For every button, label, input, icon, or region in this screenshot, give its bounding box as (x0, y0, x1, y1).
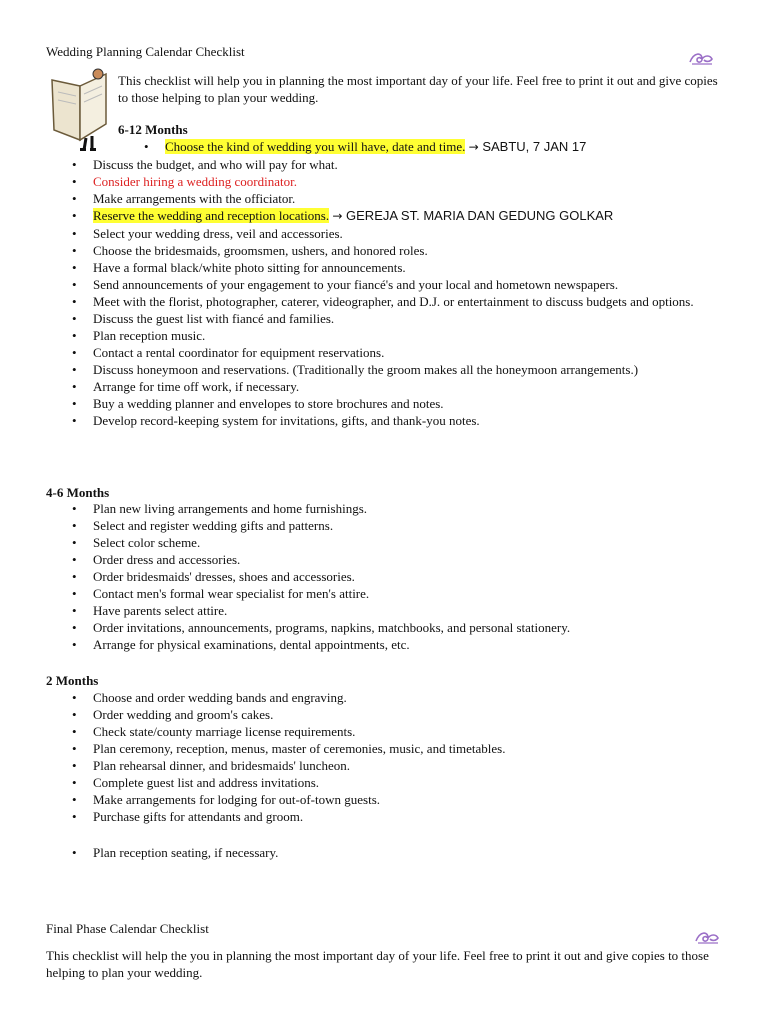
list-item: • Plan reception seating, if necessary. (46, 844, 726, 861)
arrow-right-icon: → (468, 140, 479, 154)
list-item (46, 259, 726, 276)
list-item-text: Meet with the florist, photographer, caterer, videographer, and D.J. or entertainment to discuss budgets and options. (93, 294, 694, 309)
section-2-extra-list (46, 844, 726, 861)
arrow-right-icon: → (332, 209, 343, 223)
list-item (46, 276, 726, 293)
list-item (46, 242, 726, 259)
list-item-text: Consider hiring a wedding coordinator. (93, 174, 297, 189)
list-item: • Order invitations, announcements, programs, napkins, matchbooks, and personal stationery. (46, 619, 726, 636)
list-item: • Arrange for physical examinations, dental appointments, etc. (46, 636, 726, 653)
section-heading-4-6-months: 4-6 Months (46, 485, 110, 500)
list-item-text: Discuss the budget, and who will pay for what. (93, 157, 338, 172)
final-phase-title: Final Phase Calendar Checklist (46, 921, 209, 936)
section-heading-6-12-months: 6-12 Months (118, 122, 188, 137)
final-phase-intro: This checklist will help the you in planning the most important day of your life. Feel free to print it out and give copies to those helping to plan your wedding. (46, 948, 709, 980)
list-item-text: Develop record-keeping system for invitations, gifts, and thank-you notes. (93, 413, 480, 428)
list-item-text: Choose the bridesmaids, groomsmen, ushers, and honored roles. (93, 243, 428, 258)
intro-paragraph: This checklist will help you in planning the most important day of your life. Feel free to print it out and give copies to those helping to plan your wedding. (118, 73, 718, 105)
list-item (46, 361, 726, 378)
list-item (46, 412, 726, 429)
list-item (46, 293, 726, 310)
list-item (46, 225, 726, 242)
list-item: • Order dress and accessories. (46, 551, 726, 568)
list-item-text: Make arrangements with the officiator. (93, 191, 296, 206)
section-4-6-list (46, 500, 726, 653)
list-item-text: Discuss the guest list with fiancé and families. (93, 311, 335, 326)
list-item (46, 310, 726, 327)
list-item (46, 395, 726, 412)
list-item-text: Buy a wedding planner and envelopes to store brochures and notes. (93, 396, 444, 411)
section-heading-2-months: 2 Months (46, 673, 99, 688)
list-item (46, 378, 726, 395)
list-item-text: Discuss honeymoon and reservations. (Traditionally the groom makes all the honeymoon arrangements.) (93, 362, 639, 377)
item-note: GEREJA ST. MARIA DAN GEDUNG GOLKAR (342, 208, 614, 223)
list-item-text: Plan reception music. (93, 328, 206, 343)
list-item (46, 190, 726, 207)
section-2-list (46, 689, 726, 825)
list-item (46, 173, 726, 190)
section-6-12-list (46, 156, 726, 429)
highlighted-item-text: Reserve the wedding and reception locations. (93, 208, 330, 223)
list-item (46, 344, 726, 361)
list-item: • Order bridesmaids' dresses, shoes and accessories. (46, 568, 726, 585)
list-item (118, 138, 718, 156)
list-item (46, 327, 726, 344)
item-note: SABTU, 7 JAN 17 (478, 139, 587, 154)
list-item-text: Send announcements of your engagement to your fiancé's and your local and hometown newspapers. (93, 277, 619, 292)
list-item-text: Select your wedding dress, veil and accessories. (93, 226, 343, 241)
list-item: • Contact men's formal wear specialist for men's attire. (46, 585, 726, 602)
list-item: • Complete guest list and address invitations. (46, 774, 726, 791)
list-item-text: Contact a rental coordinator for equipment reservations. (93, 345, 385, 360)
list-item: • Select and register wedding gifts and patterns. (46, 517, 726, 534)
swirl-ornament-icon (688, 50, 714, 72)
list-item: • Order wedding and groom's cakes. (46, 706, 726, 723)
document-title: Wedding Planning Calendar Checklist (46, 44, 245, 59)
list-item-text: Arrange for time off work, if necessary. (93, 379, 300, 394)
section-6-12-first-list (118, 138, 718, 156)
highlighted-item-text: Choose the kind of wedding you will have, date and time. (165, 139, 466, 154)
list-item: • Check state/county marriage license requirements. (46, 723, 726, 740)
list-item-text: Have a formal black/white photo sitting for announcements. (93, 260, 406, 275)
list-item: • Plan rehearsal dinner, and bridesmaids' luncheon. (46, 757, 726, 774)
list-item: • Have parents select attire. (46, 602, 726, 619)
list-item: • Plan new living arrangements and home furnishings. (46, 500, 726, 517)
man-holding-book-clipart (46, 68, 116, 156)
list-item: • Choose and order wedding bands and engraving. (46, 689, 726, 706)
list-item: • Select color scheme. (46, 534, 726, 551)
list-item: • Make arrangements for lodging for out-of-town guests. (46, 791, 726, 808)
list-item: • Plan ceremony, reception, menus, master of ceremonies, music, and timetables. (46, 740, 726, 757)
list-item (46, 156, 726, 173)
list-item (46, 207, 726, 225)
list-item: • Purchase gifts for attendants and groom. (46, 808, 726, 825)
